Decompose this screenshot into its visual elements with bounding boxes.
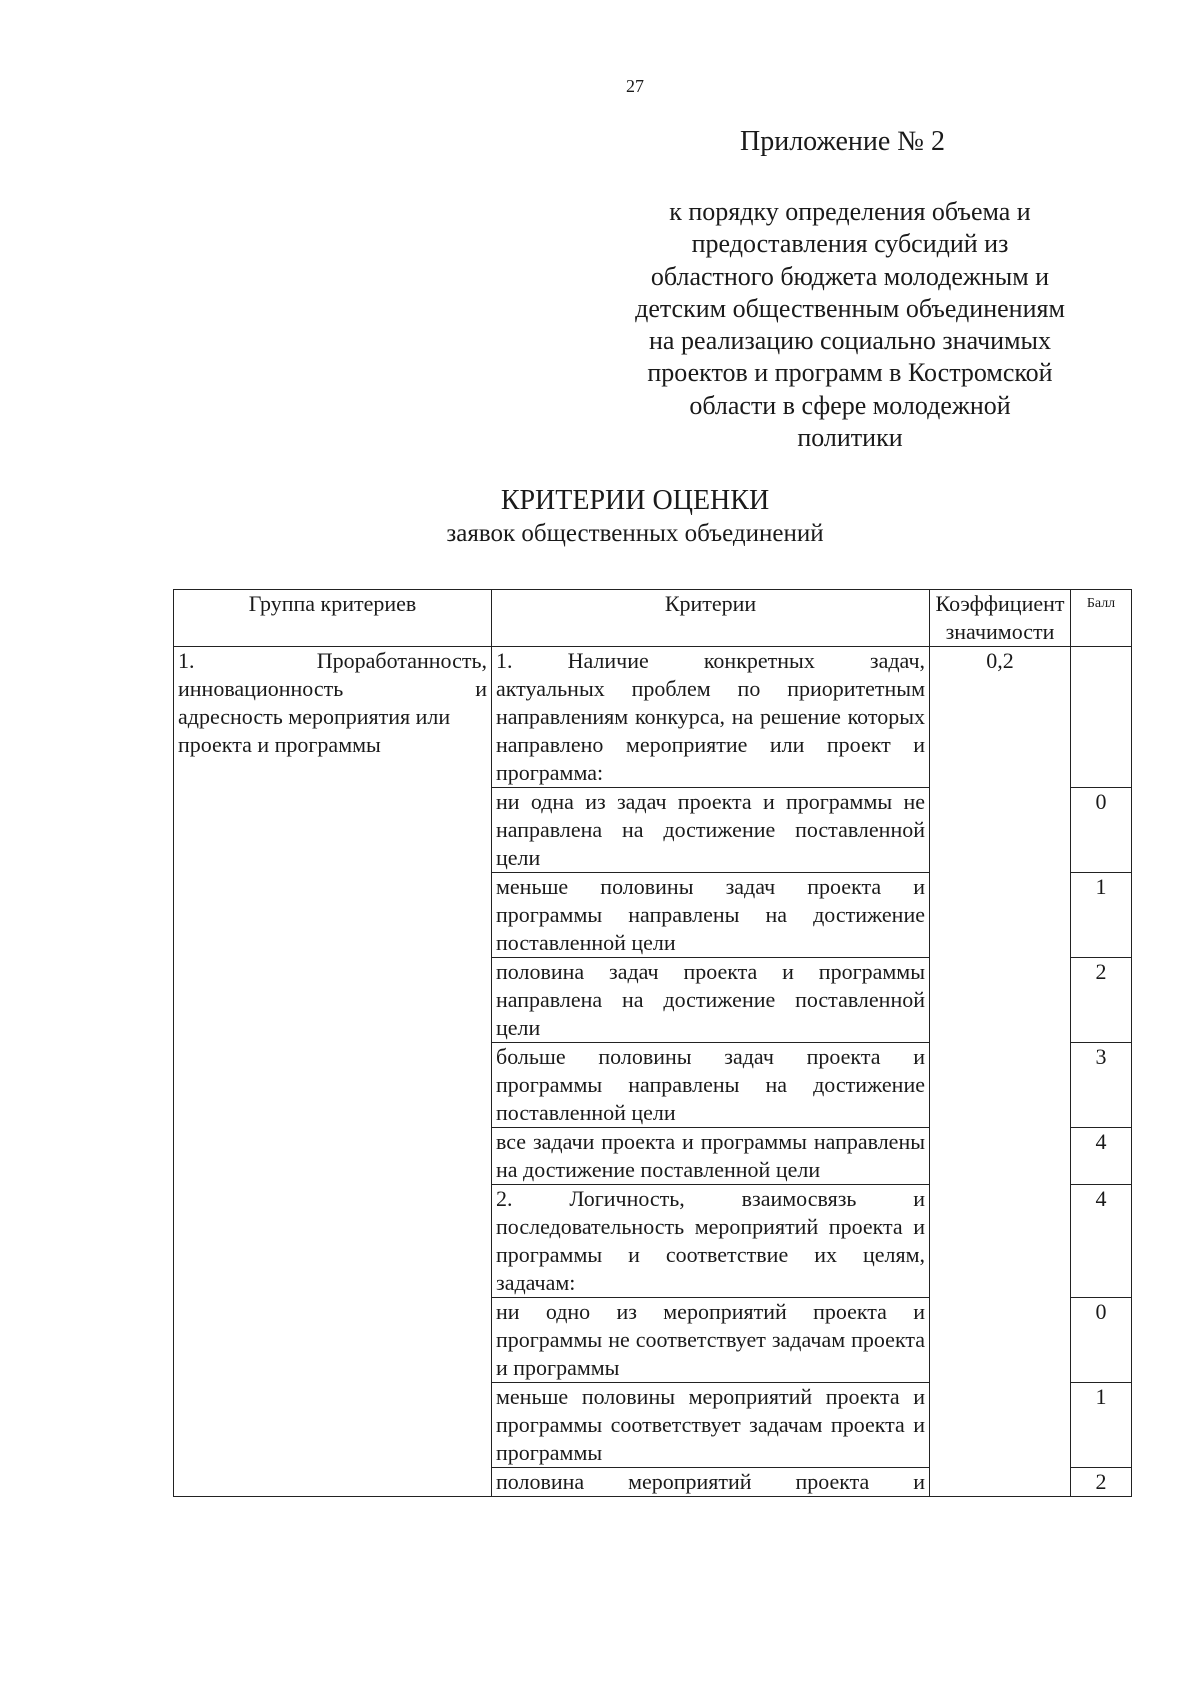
- option-word: половина: [496, 1469, 585, 1494]
- option-cell: меньше половины задач проекта и программы направлены на достижение поставленной цели: [492, 873, 930, 958]
- group-number: 1.: [178, 648, 195, 673]
- header-criteria: Критерии: [492, 590, 930, 647]
- option-cell: ни одно из мероприятий проекта и программы не соответствует задачам проекта и программы: [492, 1298, 930, 1383]
- coefficient-cell: 0,2: [930, 647, 1071, 1497]
- appendix-line: детским общественным объединениям: [635, 293, 1065, 323]
- header-group: Группа критериев: [174, 590, 492, 647]
- appendix-line: политики: [797, 423, 903, 453]
- group-word: инновационность: [178, 676, 344, 701]
- ball-cell: 4: [1071, 1128, 1132, 1185]
- appendix-line: областного бюджета молодежным и: [650, 261, 1050, 291]
- appendix-description: [600, 196, 1100, 454]
- criterion-rest: последовательность мероприятий проекта и программы и соответствие их целям, задачам:: [496, 1214, 925, 1295]
- criterion-line1: [496, 647, 925, 675]
- criterion-line1: [496, 1185, 925, 1213]
- header-ball: Балл: [1071, 590, 1132, 647]
- criterion-word: конкретных: [703, 648, 815, 673]
- option-cell: меньше половины мероприятий проекта и программы соответствует задачам проекта и программы: [492, 1383, 930, 1468]
- appendix-line: проектов и программ в Костромской: [647, 358, 1053, 388]
- document-heading: КРИТЕРИИ ОЦЕНКИ: [500, 485, 770, 516]
- appendix-line: к порядку определения объема и: [669, 197, 1031, 226]
- group-title-word: Проработанность,: [316, 648, 487, 673]
- header-coefficient-line1: Коэффициент: [935, 591, 1065, 616]
- ball-cell: 2: [1071, 958, 1132, 1043]
- table-header-row: [174, 590, 1132, 647]
- ball-cell: 1: [1071, 873, 1132, 958]
- appendix-line: предоставления субсидий из: [691, 229, 1009, 259]
- option-cell: половина задач проекта и программы направлена на достижение поставленной цели: [492, 958, 930, 1043]
- ball-cell: 0: [1071, 1298, 1132, 1383]
- ball-cell: 1: [1071, 1383, 1132, 1468]
- group-line2: [178, 675, 487, 703]
- appendix-line: на реализацию социально значимых: [648, 326, 1051, 356]
- criterion-cell: [492, 1185, 930, 1298]
- criterion-word: Логичность,: [569, 1186, 685, 1211]
- option-cell: все задачи проекта и программы направлены на достижение поставленной цели: [492, 1128, 930, 1185]
- option-word: проекта: [795, 1469, 870, 1494]
- criterion-number: 2.: [496, 1186, 513, 1211]
- ball-cell: [1071, 647, 1132, 788]
- option-word: мероприятий: [628, 1469, 752, 1494]
- header-coefficient-line2: значимости: [945, 619, 1055, 644]
- ball-cell: 0: [1071, 788, 1132, 873]
- criterion-word: задач,: [869, 648, 926, 673]
- ball-cell: 4: [1071, 1185, 1132, 1298]
- option-cell: [492, 1468, 930, 1497]
- criteria-table: [173, 589, 1132, 1497]
- option-word: и: [913, 1469, 925, 1494]
- group-word: и: [475, 676, 487, 701]
- group-rest: адресность мероприятия или проекта и программы: [178, 704, 451, 757]
- criterion-word: взаимосвязь: [741, 1186, 857, 1211]
- criterion-number: 1.: [496, 648, 513, 673]
- document-subheading: заявок общественных объединений: [446, 520, 824, 547]
- header-coefficient: [930, 590, 1071, 647]
- criterion-rest: актуальных проблем по приоритетным направлениям конкурса, на решение которых направлено мероприятие или проект и программа:: [496, 676, 925, 785]
- table-row: [174, 647, 1132, 788]
- group-line1: [178, 647, 487, 675]
- criterion-word: Наличие: [567, 648, 649, 673]
- page-number: 27: [626, 76, 644, 96]
- criterion-cell: [492, 647, 930, 788]
- option-cell: ни одна из задач проекта и программы не направлена на достижение поставленной цели: [492, 788, 930, 873]
- group-cell: [174, 647, 492, 1497]
- appendix-line: области в сфере молодежной: [689, 390, 1011, 420]
- option-cell: больше половины задач проекта и программы направлены на достижение поставленной цели: [492, 1043, 930, 1128]
- ball-cell: 2: [1071, 1468, 1132, 1497]
- appendix-title: Приложение № 2: [740, 126, 945, 157]
- option-line: [496, 1468, 925, 1496]
- ball-cell: 3: [1071, 1043, 1132, 1128]
- criterion-word: и: [913, 1186, 926, 1211]
